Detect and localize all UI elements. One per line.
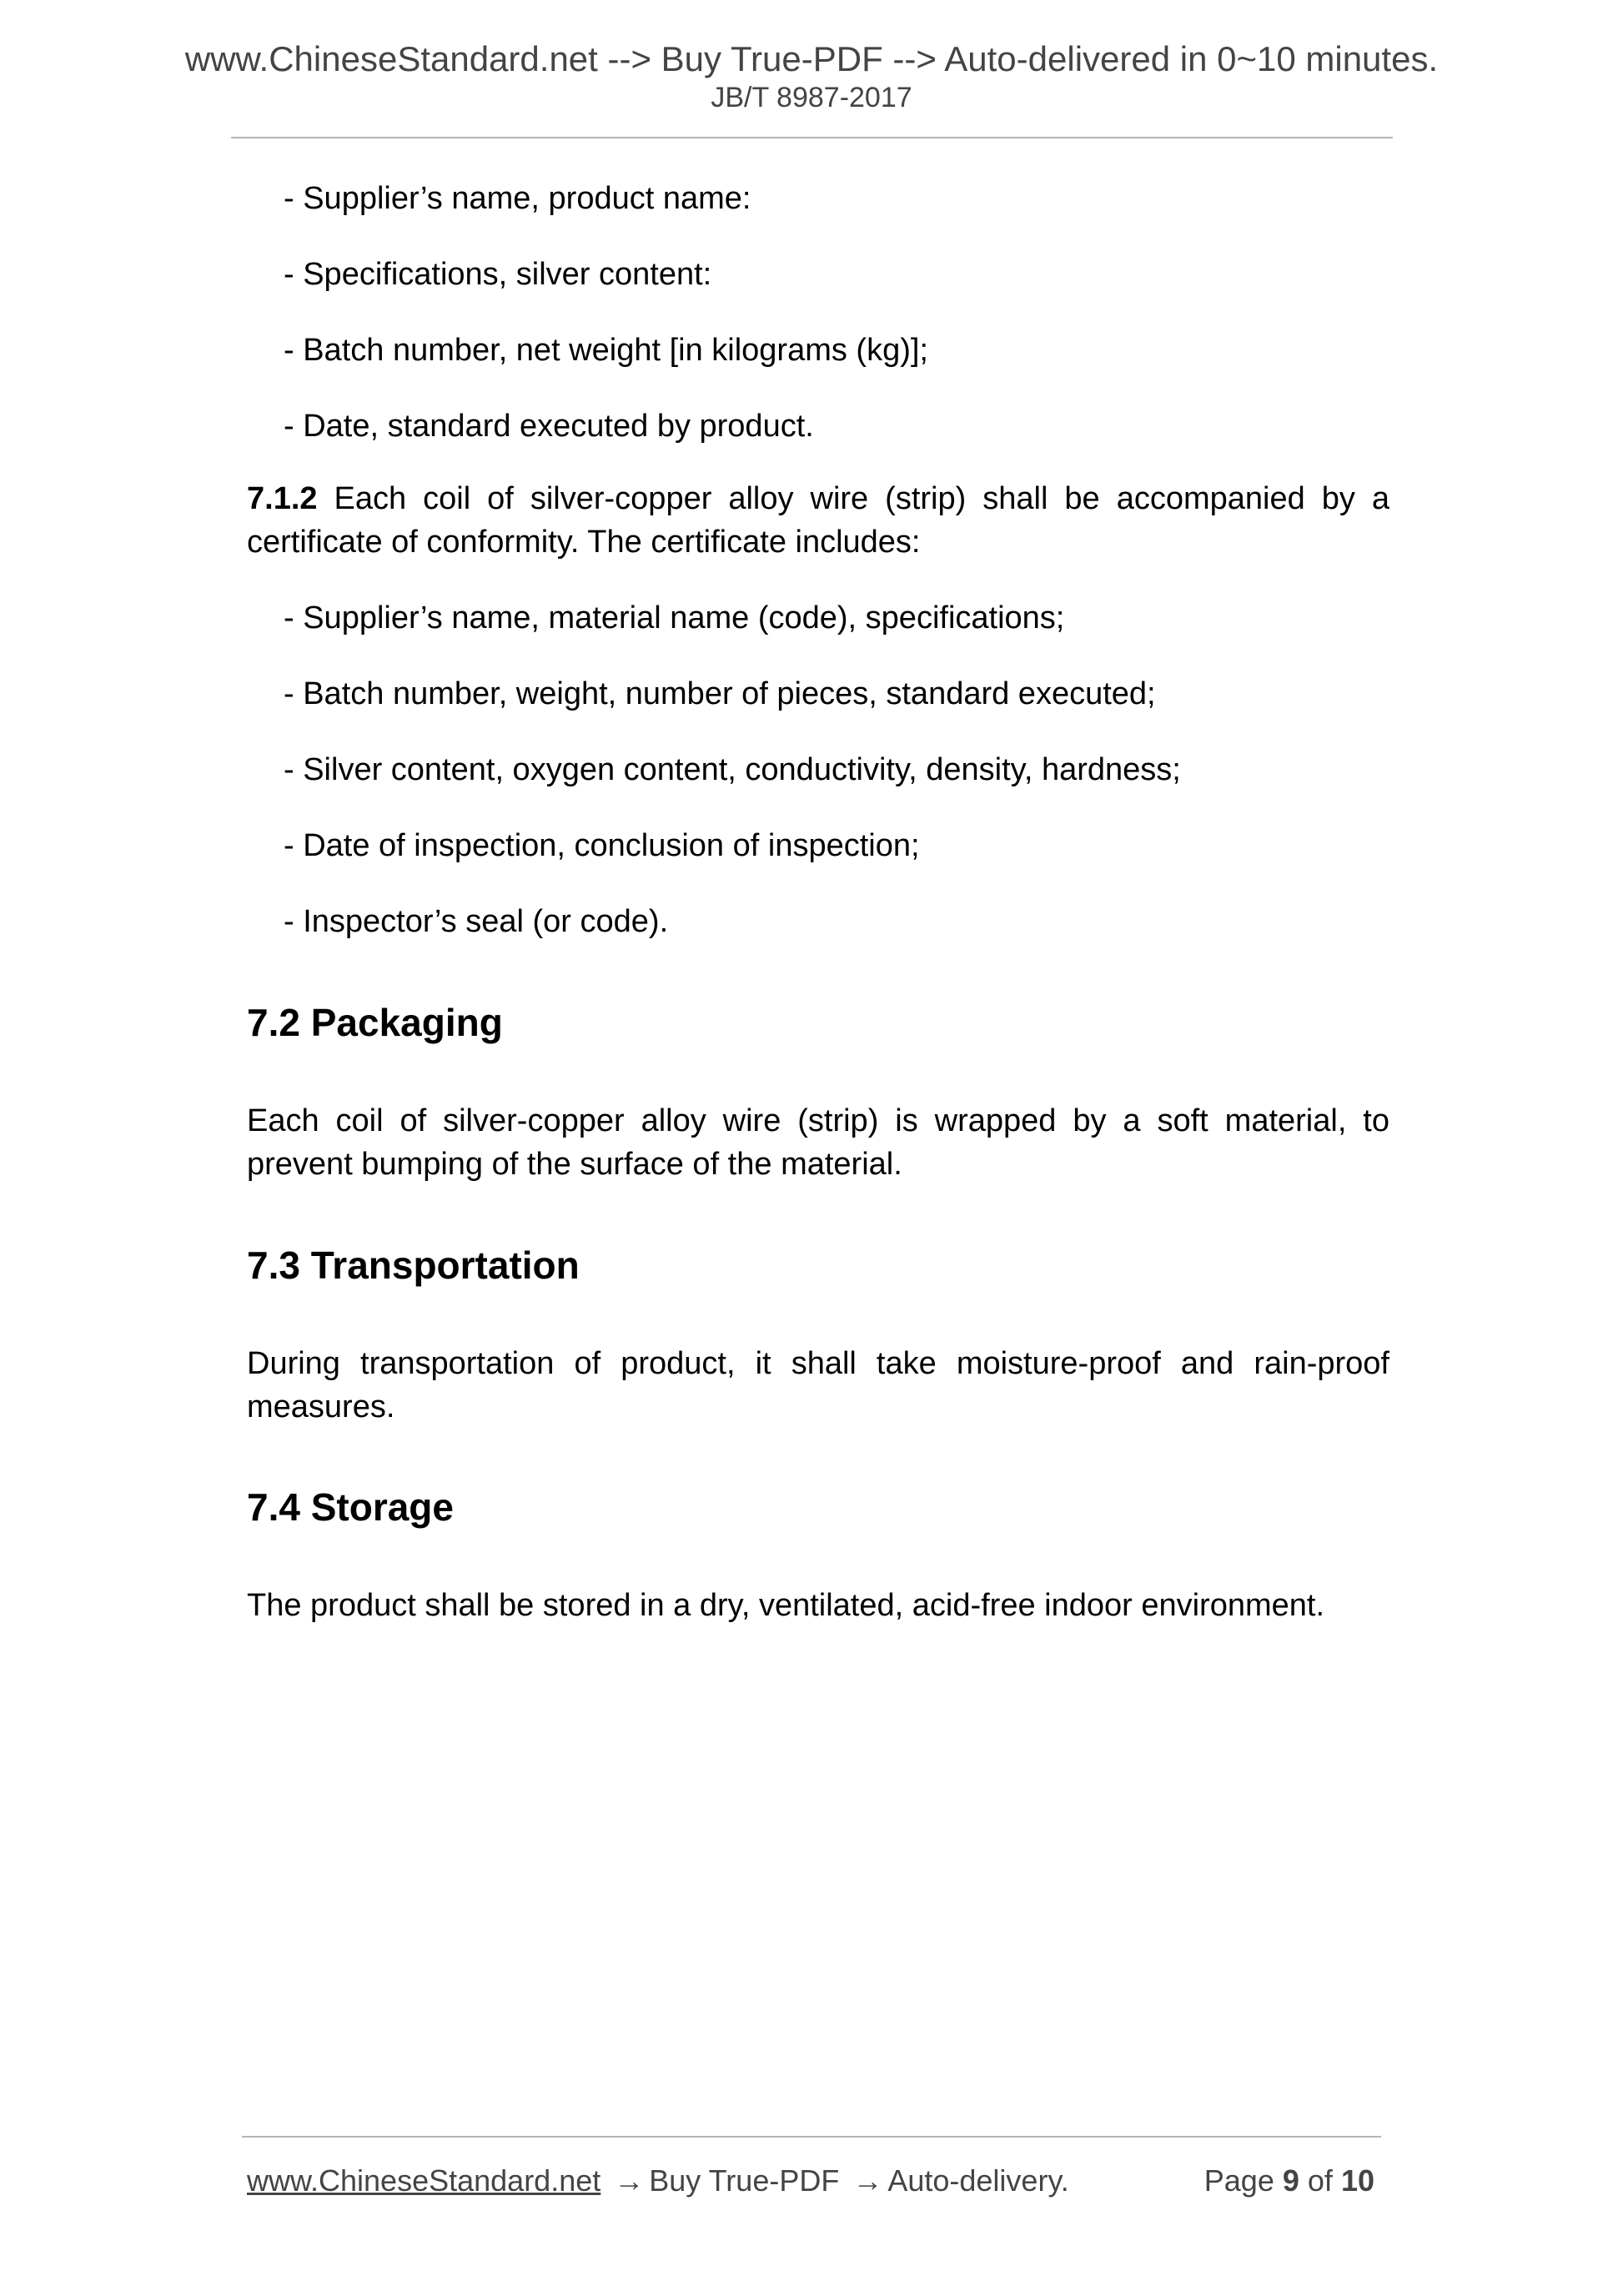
footer-site-link[interactable]: www.ChineseStandard.net <box>247 2163 601 2198</box>
section-heading-transportation: 7.3 Transportation <box>247 1243 580 1287</box>
standard-code: JB/T 8987-2017 <box>711 82 912 113</box>
arrow-right-icon: → <box>614 2163 645 2198</box>
of-word: of <box>1307 2163 1333 2198</box>
arrow-right-icon: → <box>852 2163 883 2198</box>
clause-text: Each coil of silver-copper alloy wire (strip) shall be accompanied by a certificate of conformity. The certificate includes: <box>247 481 1389 560</box>
page-word: Page <box>1203 2163 1274 2198</box>
section-heading-storage: 7.4 Storage <box>247 1485 454 1529</box>
list-item: - Specifications, silver content: <box>284 257 712 292</box>
page-current: 9 <box>1282 2163 1299 2198</box>
list-item: - Batch number, weight, number of pieces, standard executed; <box>284 676 1156 711</box>
list-item: - Date of inspection, conclusion of inspection; <box>284 828 920 863</box>
header-banner-link[interactable]: www.ChineseStandard.net --> Buy True-PDF --> Auto-delivered in 0~10 minutes. <box>184 39 1439 78</box>
page-indicator <box>1204 2162 1374 2200</box>
footer-buy-text: Buy True-PDF <box>649 2163 840 2198</box>
list-item: - Batch number, net weight [in kilograms (kg)]; <box>284 333 928 368</box>
list-item: - Inspector’s seal (or code). <box>284 904 669 939</box>
list-item: - Supplier’s name, material name (code), specifications; <box>284 600 1065 636</box>
transportation-paragraph: During transportation of product, it shall take moisture-proof and rain-proof measures. <box>247 1346 1389 1424</box>
footer-divider <box>242 2136 1381 2138</box>
page-total: 10 <box>1340 2163 1374 2198</box>
footer <box>247 2162 1374 2200</box>
packaging-paragraph: Each coil of silver-copper alloy wire (strip) is wrapped by a soft material, to prevent bumping of the surface of the material. <box>247 1103 1389 1182</box>
storage-paragraph: The product shall be stored in a dry, ventilated, acid-free indoor environment. <box>247 1588 1324 1623</box>
footer-delivery-text: Auto-delivery. <box>887 2163 1069 2198</box>
list-item: - Supplier’s name, product name: <box>284 181 751 216</box>
clause-number: 7.1.2 <box>247 481 318 516</box>
clause-7-1-2-paragraph <box>247 477 1389 564</box>
section-heading-packaging: 7.2 Packaging <box>247 1001 503 1044</box>
list-item: - Date, standard executed by product. <box>284 409 814 444</box>
list-item: - Silver content, oxygen content, conductivity, density, hardness; <box>284 752 1181 787</box>
